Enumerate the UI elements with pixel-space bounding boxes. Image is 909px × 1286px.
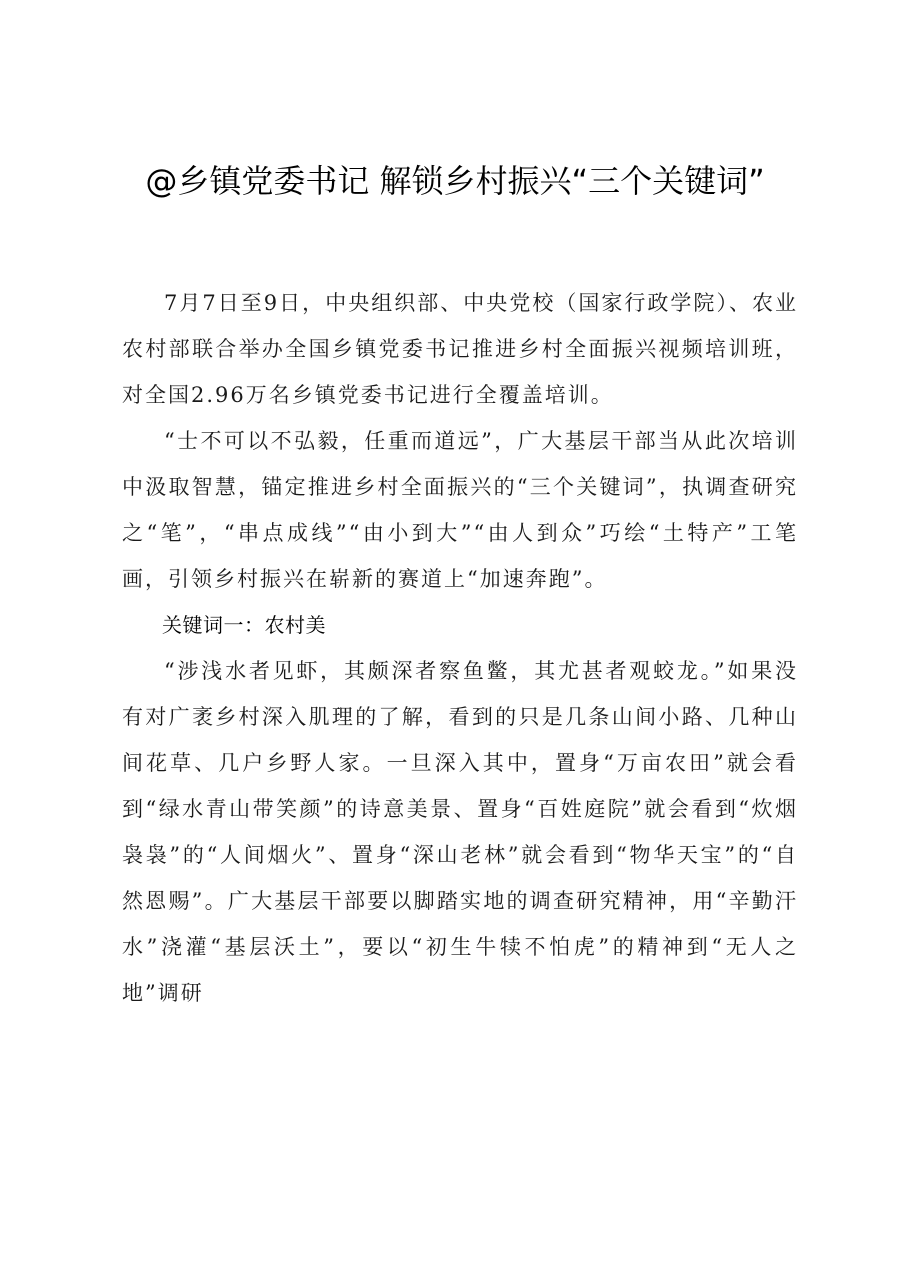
paragraph-intro: 7月7日至9日，中央组织部、中央党校（国家行政学院）、农业农村部联合举办全国乡镇党委书记推进乡村全面振兴视频培训班，对全国2.96万名乡镇党委书记进行全覆盖培训。 (122, 291, 798, 407)
document-title: @乡镇党委书记 解锁乡村振兴“三个关键词” (145, 162, 765, 200)
paragraph-section-one: “涉浅水者见虾，其颇深者察鱼鳖，其尤甚者观蛟龙。”如果没有对广袤乡村深入肌理的了解，看到的只是几条山间小路、几种山间花草、几户乡野人家。一旦深入其中，置身“万亩农田”就会看到“绿水青山带笑颜”的诗意美景、置身“百姓庭院”就会看到“炊烟袅袅”的“人间烟火”、置身“深山老林”就会看到“物华天宝”的“自然恩赐”。广大基层干部要以脚踏实地的调查研究精神，用“辛勤汗水”浇灌“基层沃土”，要以“初生牛犊不怕虎”的精神到“无人之地”调研 (122, 659, 798, 1005)
paragraph-second: “士不可以不弘毅，任重而道远”，广大基层干部当从此次培训中汲取智慧，锚定推进乡村全面振兴的“三个关键词”，执调查研究之“笔”，“串点成线”“由小到大”“由人到众”巧绘“土特产”工笔画，引领乡村振兴在崭新的赛道上“加速奔跑”。 (122, 429, 798, 591)
section-heading: 关键词一：农村美 (162, 613, 326, 637)
document-body (122, 280, 798, 1016)
